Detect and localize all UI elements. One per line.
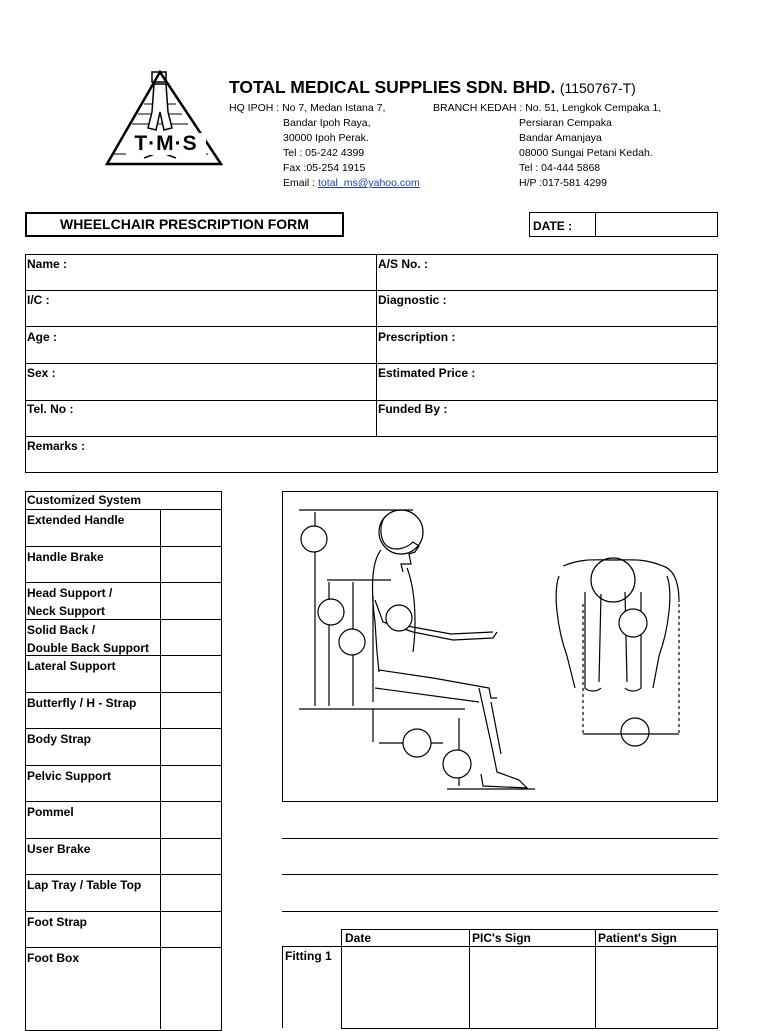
hq-line1: No 7, Medan Istana 7, [282,102,386,114]
customized-item-checkbox-cell[interactable] [161,656,221,691]
customized-item-line1: Solid Back / [27,623,96,637]
remarks-label: Remarks : [27,439,86,453]
date-label: DATE : [533,219,573,233]
customized-item-line2: Neck Support [27,604,106,618]
customized-item-line1: Body Strap [27,732,92,746]
customized-item-checkbox-cell[interactable] [161,912,221,947]
customized-item-line1: Pommel [27,805,74,819]
prescription-label: Prescription : [378,330,456,344]
customized-item-line1: Foot Box [27,951,79,965]
hq-tel: Tel : 05-242 4399 [283,147,365,159]
customized-item-checkbox-cell[interactable] [161,875,221,910]
customized-item-label [27,511,124,529]
customized-item-line1: Lateral Support [27,659,116,673]
customized-item-line1: Extended Handle [27,513,125,527]
customized-item-checkbox-cell[interactable] [161,693,221,728]
date-field[interactable] [597,213,717,236]
customized-item-checkbox-cell[interactable] [161,620,221,655]
branch-hp: H/P :017-581 4299 [519,177,607,189]
customized-item-label [27,840,90,858]
hq-email-link[interactable]: total_ms@yahoo.com [318,177,420,189]
body-measurement-illustration [283,492,717,801]
ic-label: I/C : [27,293,50,307]
customized-item-label [27,876,141,894]
hq-line2: Bandar Ipoh Raya, [283,117,371,129]
branch-prefix: BRANCH KEDAH : [433,102,526,114]
customized-item-checkbox-cell[interactable] [161,948,221,983]
customized-item-checkbox-cell[interactable] [161,583,221,618]
hq-email [283,176,420,192]
as-no-label: A/S No. : [378,257,428,271]
customized-item-checkbox-cell[interactable] [161,729,221,764]
customized-item-checkbox-cell[interactable] [161,766,221,801]
customized-item-line1: User Brake [27,842,91,856]
measurement-diagram [282,491,718,802]
customized-item-line2: Double Back Support [27,641,150,655]
customized-item-label [27,548,104,566]
customized-item-line1: Foot Strap [27,915,87,929]
name-label: Name : [27,257,68,271]
customized-item-line1: Head Support / [27,586,113,600]
diagnostic-label: Diagnostic : [378,293,447,307]
hq-email-label: Email : [283,177,319,189]
customized-item-checkbox-cell[interactable] [161,510,221,545]
sex-label: Sex : [27,366,56,380]
funded-by-label: Funded By : [378,402,448,416]
customized-item-checkbox-cell[interactable] [161,802,221,837]
form-title: WHEELCHAIR PRESCRIPTION FORM [60,216,309,232]
fitting-header-patient-sign: Patient's Sign [598,931,677,945]
branch-line3: Bandar Amanjaya [519,132,602,144]
fitting-header-pic-sign: PIC's Sign [472,931,531,945]
branch-line1: No. 51, Lengkok Cempaka 1, [525,102,662,114]
customized-item-label [27,803,74,821]
branch-line4: 08000 Sungai Petani Kedah. [519,147,653,159]
logo-text: T·M·S [126,133,206,155]
customized-item-label [27,621,149,657]
branch-address [433,101,661,117]
hq-line3: 30000 Ipoh Perak. [283,132,369,144]
age-label: Age : [27,330,57,344]
customized-header: Customized System [27,493,142,507]
customized-item-checkbox-cell[interactable] [161,839,221,874]
company-title [229,77,636,98]
fitting-1-label: Fitting 1 [285,949,332,963]
estimated-price-label: Estimated Price : [378,366,476,380]
customized-item-label [27,767,111,785]
customized-item-line1: Butterfly / H - Strap [27,696,137,710]
tel-label: Tel. No : [27,402,74,416]
hq-prefix: HQ IPOH : [229,102,283,114]
customized-item-checkbox-cell[interactable] [161,547,221,582]
note-line[interactable] [282,838,718,839]
customized-item-line1: Lap Tray / Table Top [27,878,142,892]
form-title-box [25,212,344,237]
customized-item-label [27,913,87,931]
branch-tel: Tel : 04-444 5868 [519,162,601,174]
customized-item-line1: Pelvic Support [27,769,112,783]
customized-item-label [27,657,116,675]
customized-item-label [27,694,136,712]
hq-fax: Fax :05-254 1915 [283,162,366,174]
customized-item-label [27,584,112,620]
customized-item-line1: Handle Brake [27,550,104,564]
hq-address [229,101,385,117]
fitting-header-date: Date [345,931,372,945]
company-name: TOTAL MEDICAL SUPPLIES SDN. BHD. [229,77,556,97]
note-line[interactable] [282,911,718,912]
company-reg-no: (1150767-T) [559,80,636,96]
customized-item-label [27,949,79,967]
branch-line2: Persiaran Cempaka [519,117,612,129]
note-line[interactable] [282,874,718,875]
customized-item-label [27,730,91,748]
